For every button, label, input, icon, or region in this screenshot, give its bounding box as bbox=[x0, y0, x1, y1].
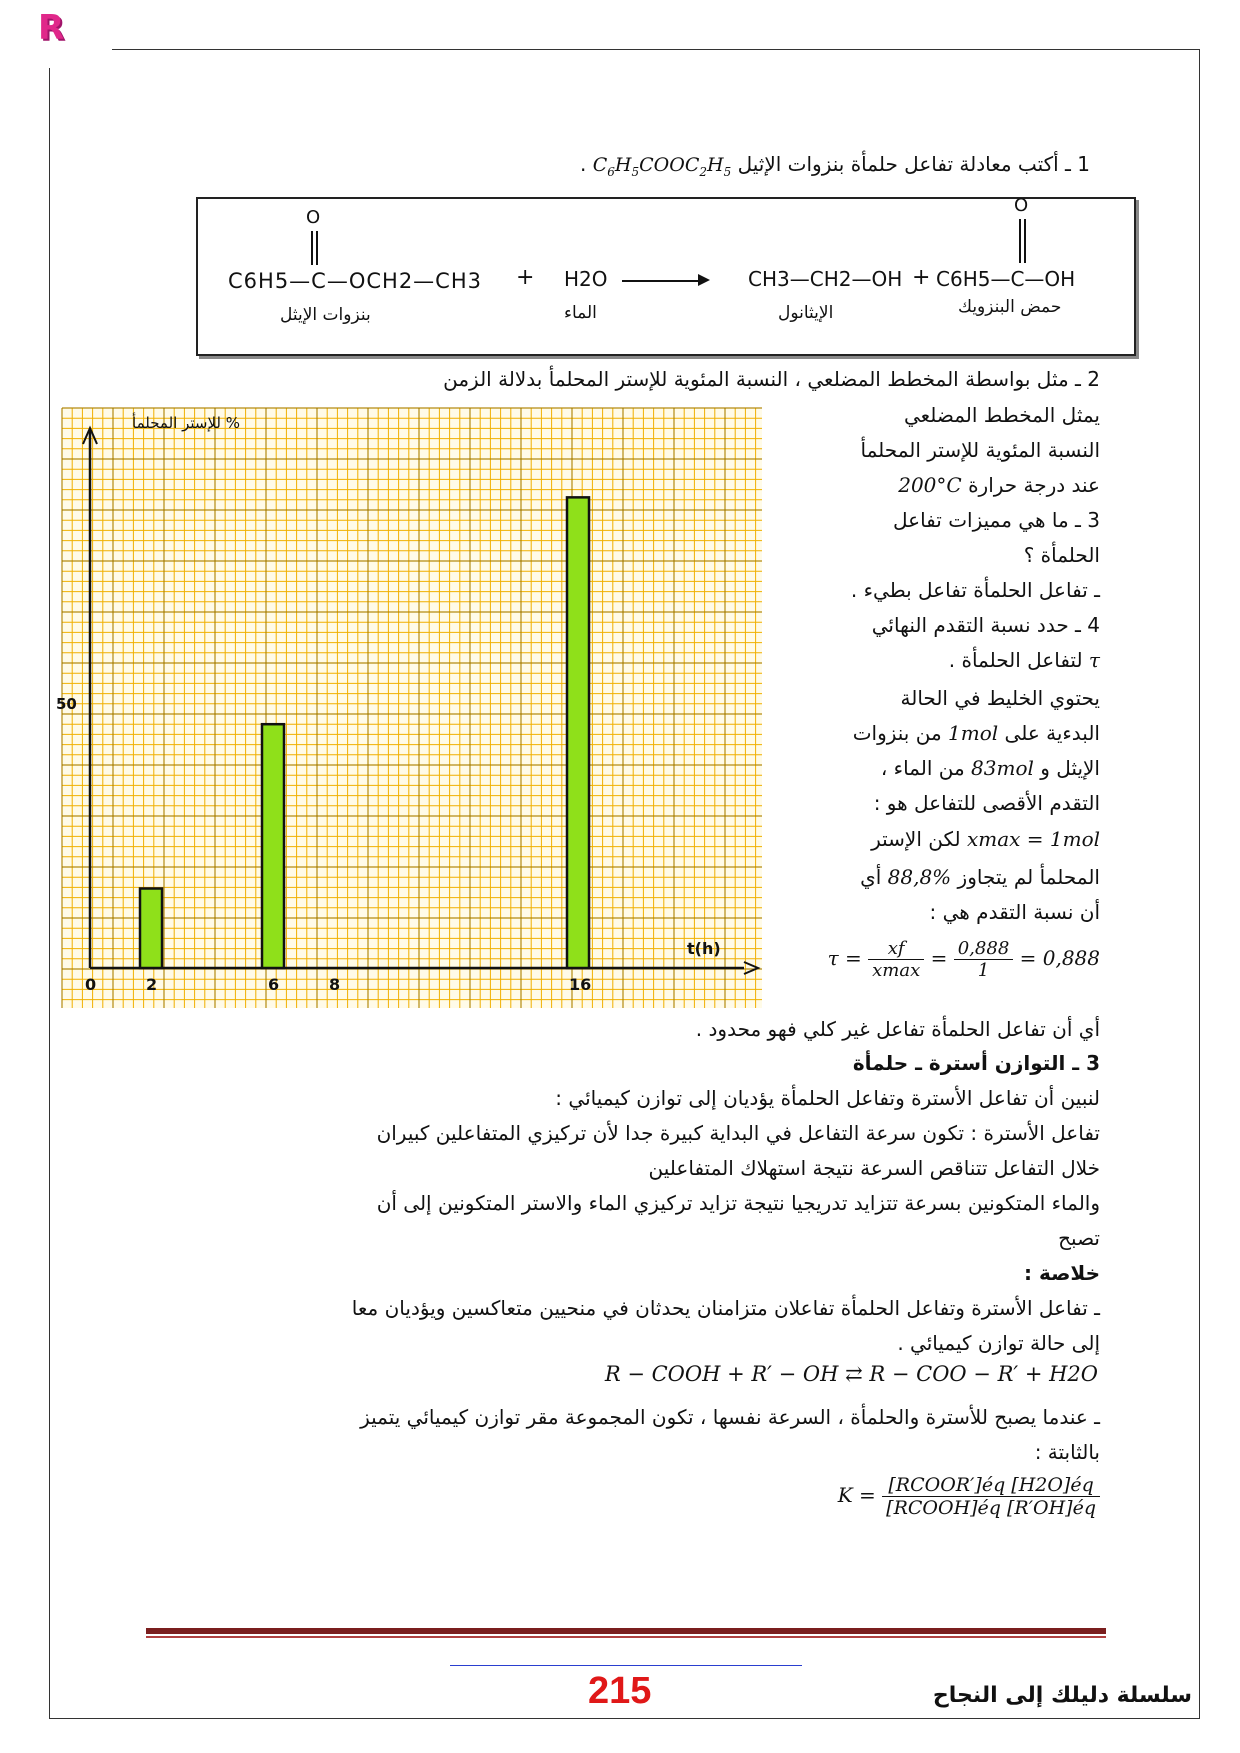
label-benzoic-acid: حمض البنزويك bbox=[958, 297, 1062, 317]
double-bond-2 bbox=[1019, 219, 1021, 263]
q2-line-a: يمثل المخطط المضلعي bbox=[903, 403, 1100, 427]
question-4-b: τ لتفاعل الحلمأة . bbox=[948, 648, 1100, 672]
q2-line-c: عند درجة حرارة 200°C bbox=[898, 473, 1100, 497]
section-3-p1: لنبين أن تفاعل الأسترة وتفاعل الحلمأة يؤديان إلى توازن كيميائي : bbox=[555, 1086, 1100, 1110]
series-title: سلسلة دليلك إلى النجاح bbox=[932, 1683, 1192, 1708]
conclusion-line: أي أن تفاعل الحلمأة تفاعل غير كلي فهو محدود . bbox=[695, 1017, 1100, 1041]
x-tick-0: 0 bbox=[85, 975, 97, 994]
q4-text-7: أن نسبة التقدم هي : bbox=[929, 900, 1100, 924]
bar-t-6 bbox=[262, 724, 284, 968]
section-3-p5: تصبح bbox=[1058, 1226, 1100, 1250]
q2-line-b: النسبة المئوية للإستر المحلمأ bbox=[860, 438, 1100, 462]
footer-rule bbox=[146, 1628, 1106, 1634]
summary-title: خلاصة : bbox=[1023, 1261, 1100, 1285]
ester-formula: $C_6H_5COOC_2H_5$ bbox=[592, 154, 732, 179]
q4-text-4: التقدم الأقصى للتفاعل هو : bbox=[873, 791, 1100, 815]
question-4: 4 ـ حدد نسبة التقدم النهائي bbox=[871, 613, 1100, 637]
reaction-equation-box bbox=[196, 197, 1136, 356]
section-3-p3: خلال التفاعل تتناقص السرعة نتيجة استهلاك المتفاعلين bbox=[648, 1156, 1100, 1180]
bar-t-16 bbox=[567, 497, 589, 968]
label-ethanol: الإيثانول bbox=[778, 303, 834, 323]
footer-rule-thin bbox=[146, 1636, 1106, 1638]
plus-sign-2: + bbox=[912, 265, 931, 290]
ethanol-formula: CH3—CH2—OH bbox=[748, 267, 903, 291]
hydrolysis-bar-chart bbox=[56, 408, 762, 1008]
q4-text-3: الإيثل و 83mol من الماء ، bbox=[880, 756, 1100, 780]
esterification-equilibrium: R − COOH + R′ − OH ⇄ R − COO − R′ + H2O bbox=[604, 1362, 1098, 1386]
summary-s3: ـ عندما يصبح للأسترة والحلمأة ، السرعة نفسها ، تكون المجموعة مقر توازن كيميائي يتميز bbox=[360, 1405, 1100, 1429]
question-1: 1 ـ أكتب معادلة تفاعل حلمأة بنزوات الإثيل $C_6H_5COOC_2H_5$ . bbox=[580, 152, 1090, 179]
x-tick-8: 8 bbox=[329, 975, 341, 994]
chart-grid bbox=[62, 408, 762, 1008]
top-rule bbox=[112, 49, 1200, 50]
oxygen-2: O bbox=[1014, 195, 1029, 216]
q4-text-5: xmax = 1mol لكن الإستر bbox=[871, 827, 1100, 851]
arrow-head bbox=[698, 274, 710, 286]
logo: R bbox=[38, 8, 65, 48]
label-water: الماء bbox=[564, 303, 597, 323]
question-2: 2 ـ مثل بواسطة المخطط المضلعي ، النسبة المئوية للإستر المحلمأ بدلالة الزمن bbox=[443, 367, 1100, 391]
section-3-p2: تفاعل الأسترة : تكون سرعة التفاعل في البداية كبيرة جدا لأن تركيزي المتفاعلين كبيران bbox=[376, 1121, 1100, 1145]
x-axis-label: t(h) bbox=[687, 939, 721, 958]
section-3-p4: والماء المتكونين بسرعة تتزايد تدريجيا نتيجة تزايد تركيزي الماء والاستر المتكونين إلى أن bbox=[376, 1191, 1100, 1215]
footer-link-line bbox=[450, 1665, 802, 1666]
x-tick-16: 16 bbox=[569, 975, 592, 994]
q4-text-2: البدءية على 1mol من بنزوات bbox=[852, 721, 1100, 745]
y-axis-label: % للإستر المحلمأ bbox=[132, 414, 240, 432]
page-number: 215 bbox=[588, 1670, 652, 1712]
label-ester: بنزوات الإيثل bbox=[280, 305, 371, 325]
tau-equation: τ = $\frac{xf}{xmax}$ = $\frac{0,888}{1}$ = 0,888 bbox=[827, 938, 1100, 981]
bar-t-2 bbox=[140, 889, 162, 969]
equilibrium-constant: K = $\frac{\text{[RCOOR′]éq [H2O]éq}}{\text{[RCOOH]éq [R′OH]éq}}$ bbox=[838, 1474, 1100, 1519]
ester-structure: C6H5—C—OCH2—CH3 bbox=[228, 269, 482, 293]
summary-s2: إلى حالة توازن كيميائي . bbox=[897, 1331, 1100, 1355]
benzoic-acid-formula: C6H5—C—OH bbox=[936, 267, 1076, 291]
bottom-rule bbox=[49, 1718, 1200, 1719]
section-3-title: 3 ـ التوازن أسترة ـ حلمأة bbox=[852, 1051, 1100, 1075]
reaction-arrow bbox=[622, 280, 704, 282]
x-tick-2: 2 bbox=[146, 975, 158, 994]
left-rule bbox=[49, 68, 50, 1718]
double-bond-1 bbox=[311, 231, 313, 265]
x-tick-6: 6 bbox=[268, 975, 280, 994]
question-3: 3 ـ ما هي مميزات تفاعل bbox=[893, 508, 1100, 532]
summary-s4: بالثابتة : bbox=[1034, 1440, 1100, 1464]
right-rule bbox=[1199, 49, 1200, 1719]
q4-text-1: يحتوي الخليط في الحالة bbox=[900, 686, 1100, 710]
oxygen-1: O bbox=[306, 207, 321, 228]
y-tick-50: 50 bbox=[56, 695, 77, 713]
q4-text-6: المحلمأ لم يتجاوز 88,8% أي bbox=[860, 865, 1100, 889]
answer-3: ـ تفاعل الحلمأة تفاعل بطيء . bbox=[850, 578, 1100, 602]
water-formula: H2O bbox=[564, 267, 608, 291]
question-3-b: الحلمأة ؟ bbox=[1023, 543, 1100, 567]
plus-sign-1: + bbox=[516, 265, 535, 290]
summary-s1: ـ تفاعل الأسترة وتفاعل الحلمأة تفاعلان متزامنان يحدثان في منحيين متعاكسين ويؤديان معا bbox=[351, 1296, 1100, 1320]
